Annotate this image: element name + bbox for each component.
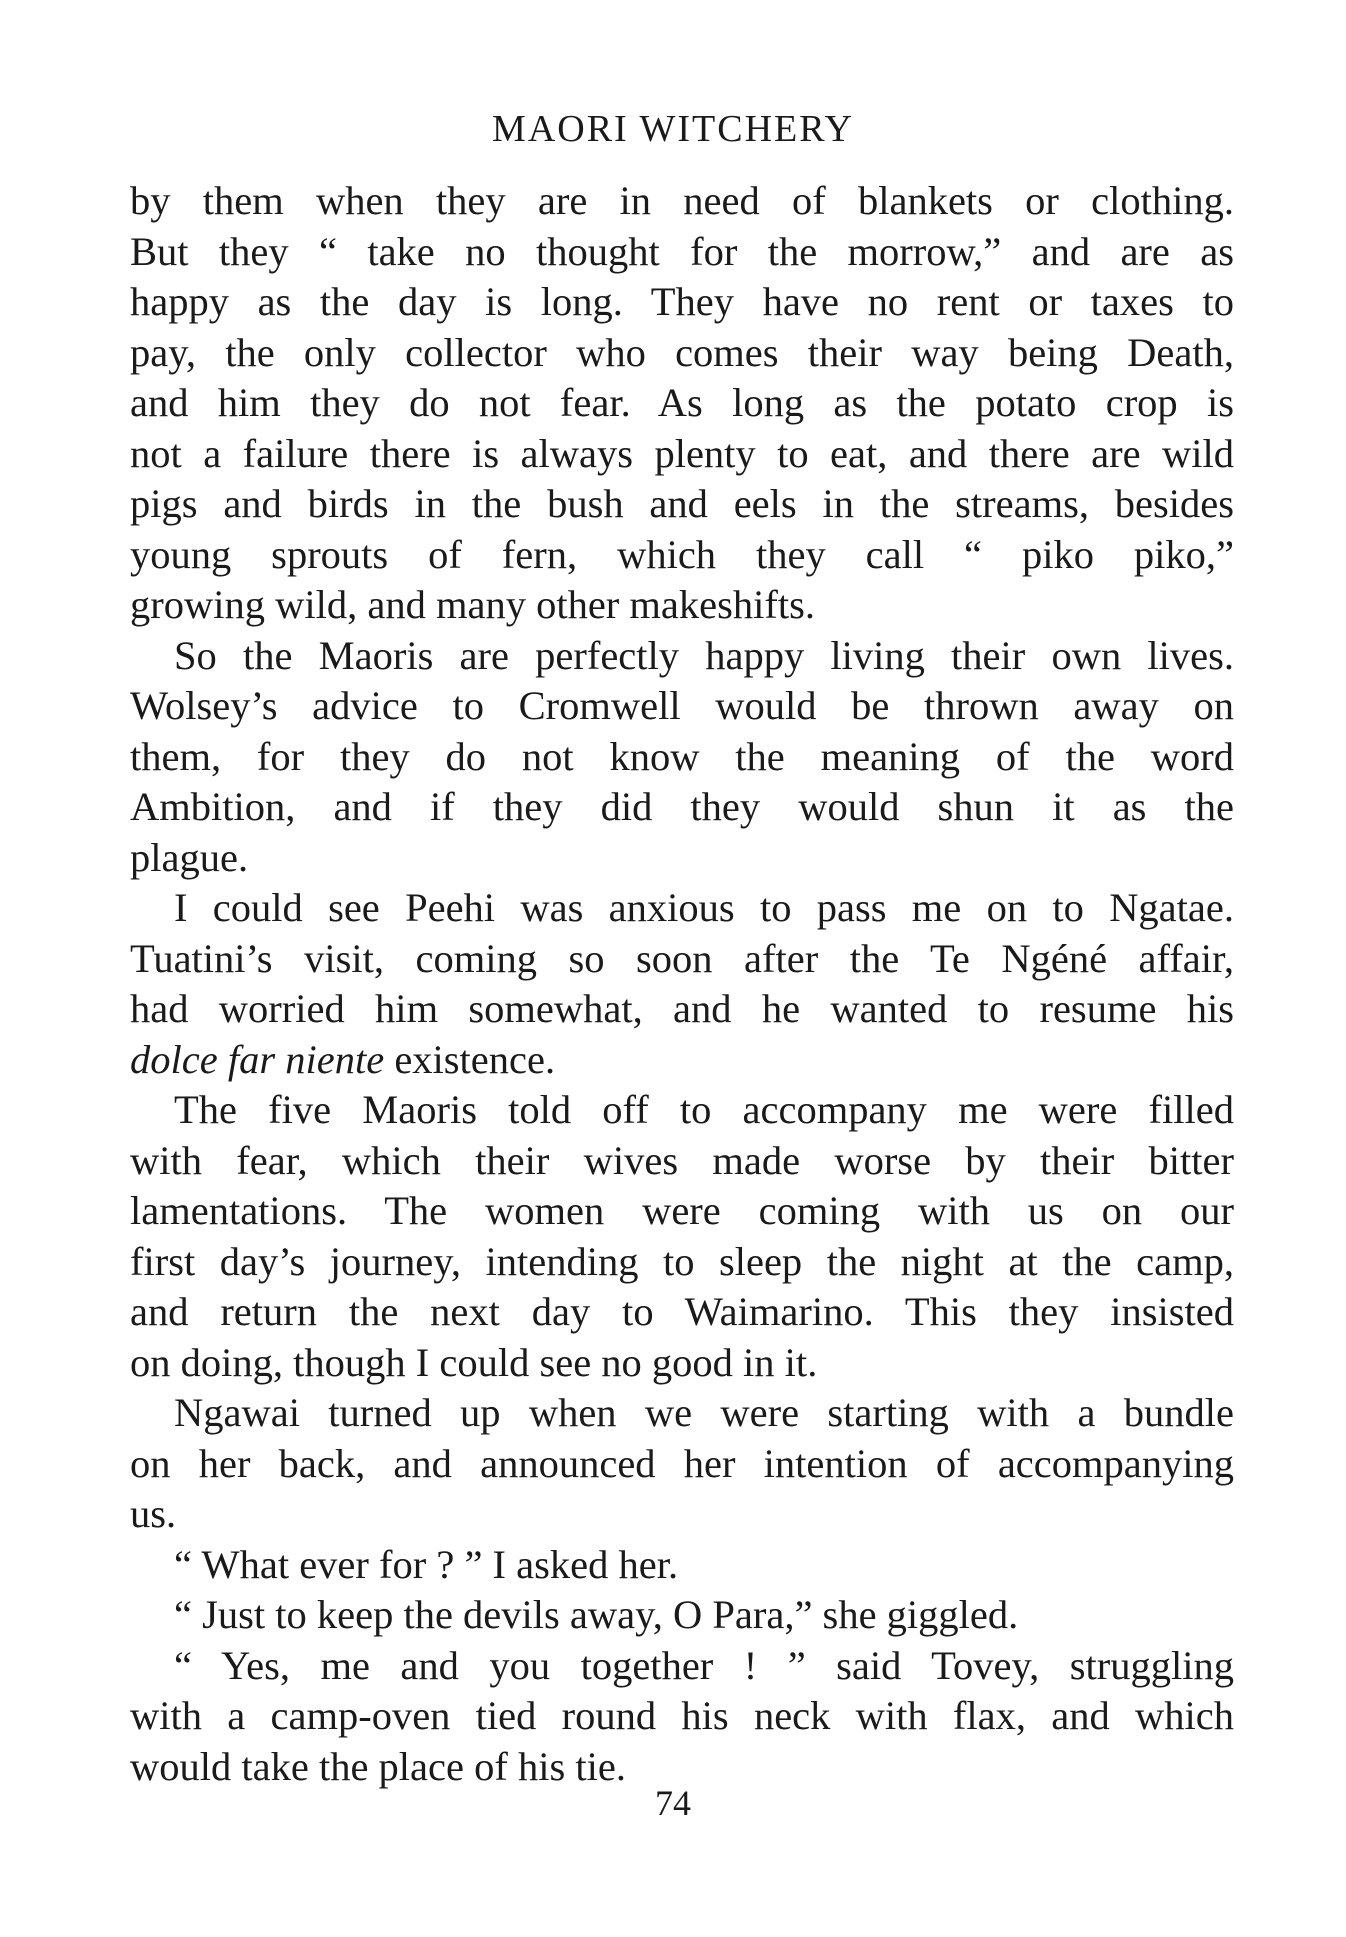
text-line: I could see Peehi was anxious to pass me on to Ngatae. <box>174 885 1234 930</box>
text-line: But they “ take no thought for the morrow,” and are as <box>130 228 1234 274</box>
text-line: by them when they are in need of blankets or clothing. <box>130 178 1234 223</box>
text-line: on her back, and announced her intention of accompanying <box>130 1440 1234 1486</box>
text-line: So the Maoris are perfectly happy living their own lives. <box>174 632 1234 678</box>
text-line: on doing, though I could see no good in it. <box>130 1339 818 1385</box>
text-line: The five Maoris told off to accompany me were filled <box>174 1087 1234 1132</box>
text-line: Wolsey’s advice to Cromwell would be thrown away on <box>130 683 1234 728</box>
text-line: pigs and birds in the bush and eels in the streams, besides <box>130 481 1234 526</box>
running-head: MAORI WITCHERY <box>492 108 854 150</box>
text-line: “ Yes, me and you together ! ” said Tovey, struggling <box>174 1642 1234 1688</box>
paragraph <box>130 1540 1234 1591</box>
text-line: first day’s journey, intending to sleep the night at the camp, <box>130 1238 1234 1284</box>
paragraph <box>130 883 1234 1085</box>
text-line: young sprouts of fern, which they call “ piko piko,” <box>130 531 1234 577</box>
paragraph <box>130 176 1234 631</box>
text-line: “ What ever for ? ” I asked her. <box>174 1541 679 1587</box>
text-line: Ngawai turned up when we were starting with a bundle <box>174 1390 1234 1435</box>
text-line: plague. <box>130 834 249 880</box>
paragraph <box>130 1388 1234 1540</box>
text-line: “ Just to keep the devils away, O Para,” she giggled. <box>174 1592 1019 1637</box>
text-line: would take the place of his tie. <box>130 1743 626 1789</box>
text-line: and return the next day to Waimarino. This they insisted <box>130 1289 1234 1334</box>
text-line: lamentations. The women were coming with us on our <box>130 1188 1234 1233</box>
text-line: not a failure there is always plenty to eat, and there are wild <box>130 430 1234 476</box>
paragraph <box>130 631 1234 884</box>
text-line: pay, the only collector who comes their way being Death, <box>130 329 1234 375</box>
page-number: 74 <box>655 1783 691 1823</box>
text-line: Ambition, and if they did they would shun it as the <box>130 784 1234 829</box>
text-line: with fear, which their wives made worse by their bitter <box>130 1137 1234 1183</box>
paragraph <box>130 1085 1234 1388</box>
text-line: with a camp-oven tied round his neck with flax, and which <box>130 1693 1234 1738</box>
paragraph <box>130 1590 1234 1641</box>
text-line: Tuatini’s visit, coming so soon after the Te Ngéné affair, <box>130 935 1234 981</box>
text-line <box>130 1035 1234 1086</box>
text-run: existence. <box>384 1036 556 1082</box>
text-line: happy as the day is long. They have no rent or taxes to <box>130 279 1234 324</box>
paragraph <box>130 1641 1234 1793</box>
body-text <box>130 176 1234 1792</box>
text-line: them, for they do not know the meaning of the word <box>130 733 1234 779</box>
text-line: had worried him somewhat, and he wanted to resume his <box>130 986 1234 1031</box>
italic-phrase: dolce far niente <box>130 1036 385 1082</box>
text-line: us. <box>130 1491 177 1536</box>
text-line: and him they do not fear. As long as the potato crop is <box>130 380 1234 425</box>
text-line: growing wild, and many other makeshifts. <box>130 582 815 627</box>
